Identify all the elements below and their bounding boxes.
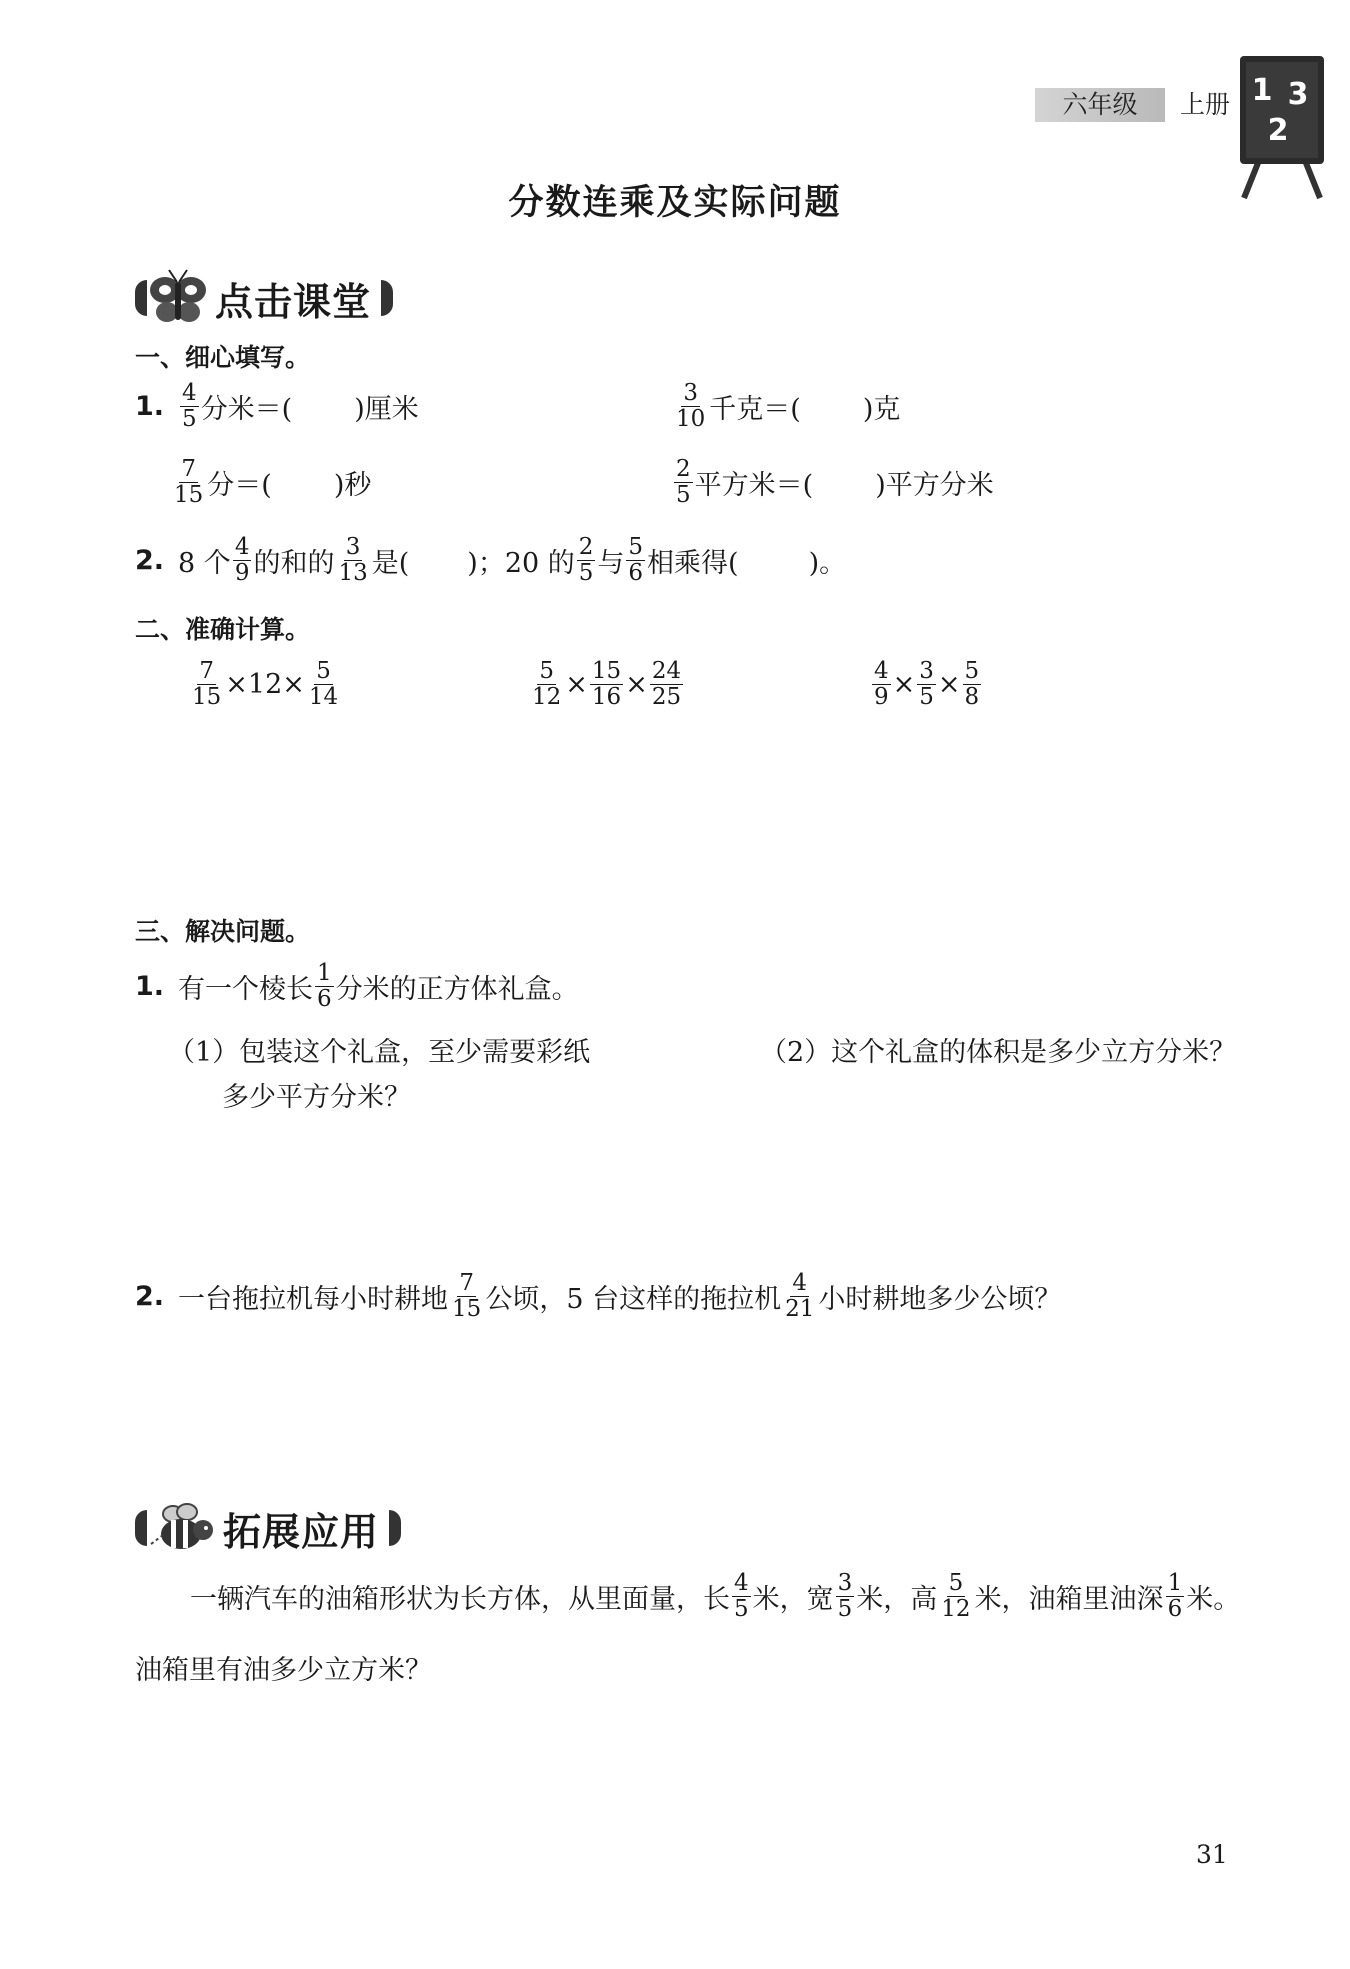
grade-label: 六年级 [1035, 88, 1165, 122]
fraction: $\frac{1}{6}$ [1167, 1570, 1183, 1623]
board-digit-3: 3 [1287, 77, 1309, 112]
expression-1: $\frac{7}{15}$ ×12× $\frac{5}{14}$ [192, 658, 339, 711]
butterfly-icon [147, 268, 209, 328]
board-digit-2: 2 [1267, 113, 1289, 148]
section-fill-heading: 一、细心填写。 [135, 343, 311, 372]
question-number: 1. [135, 391, 165, 423]
fraction: $\frac{5}{8}$ [964, 658, 980, 711]
fraction: $\frac{4}{9}$ [234, 534, 250, 587]
question-1-row-1: 1. $\frac{4}{5}$ 分米＝( )厘米 [135, 380, 419, 433]
bee-icon [147, 1500, 217, 1556]
section-calc-heading: 二、准确计算。 [135, 615, 311, 644]
fraction: $\frac{7}{15}$ [452, 1270, 482, 1323]
fraction: $\frac{3}{5}$ [837, 1570, 853, 1623]
extension-problem-line-2: 油箱里有油多少立方米？ [135, 1655, 432, 1686]
problem-2: 2. 一台拖拉机每小时耕地 $\frac{7}{15}$ 公顷，5 台这样的拖拉机 $\frac{4}{21}$ 小时耕地多少公顷？ [135, 1270, 1062, 1323]
fraction: $\frac{3}{10}$ [676, 380, 706, 433]
fraction: $\frac{24}{25}$ [651, 658, 682, 711]
expression-2: $\frac{5}{12}$ × $\frac{15}{16}$ × $\frac{24}{25}$ [532, 658, 682, 711]
fraction: $\frac{3}{5}$ [919, 658, 934, 711]
fraction: $\frac{7}{15}$ [192, 658, 222, 711]
fraction: $\frac{5}{14}$ [308, 658, 339, 711]
banner-extension [135, 1500, 401, 1556]
problem-1-sub-1-line-2: 多少平方分米？ [222, 1082, 411, 1113]
fraction: $\frac{15}{16}$ [591, 658, 622, 711]
fraction: $\frac{5}{12}$ [941, 1570, 971, 1623]
banner-classroom [135, 268, 393, 328]
fraction: $\frac{3}{13}$ [338, 534, 368, 587]
problem-1: 1. 有一个棱长 $\frac{1}{6}$ 分米的正方体礼盒。 [135, 960, 579, 1013]
fraction: $\frac{5}{6}$ [628, 534, 644, 587]
fraction: $\frac{4}{5}$ [182, 380, 197, 433]
fraction: $\frac{4}{9}$ [874, 658, 889, 711]
fraction: $\frac{4}{21}$ [785, 1270, 815, 1323]
banner-classroom-label: 点击课堂 [215, 279, 372, 324]
page-number: 31 [1196, 1840, 1228, 1869]
fraction: $\frac{2}{5}$ [676, 456, 691, 509]
fraction: $\frac{1}{6}$ [317, 960, 332, 1013]
page-title: 分数连乘及实际问题 [508, 183, 842, 223]
volume-label: 上册 [1180, 90, 1231, 119]
problem-1-sub-2: （2）这个礼盒的体积是多少立方分米？ [760, 1037, 1237, 1068]
question-1-row-2: $\frac{7}{15}$ 分＝( )秒 [174, 456, 372, 509]
question-1-row-1b: $\frac{3}{10}$ 千克＝( )克 [676, 380, 901, 433]
fraction: $\frac{4}{5}$ [734, 1570, 749, 1623]
question-number: 2. [135, 545, 165, 577]
question-2: 2. 8 个 $\frac{4}{9}$ 的和的 $\frac{3}{13}$ 是( )；20 的 $\frac{2}{5}$ 与 $\frac{5}{6}$ 相乘得( )。 [135, 534, 847, 587]
fraction: $\frac{7}{15}$ [174, 456, 204, 509]
question-number: 2. [135, 1281, 165, 1313]
board-digit-1: 1 [1251, 73, 1273, 108]
extension-problem-line-1: 一辆汽车的油箱形状为长方体，从里面量，长 $\frac{4}{5}$ 米，宽 $\frac{3}{5}$ 米，高 $\frac{5}{12}$ 米，油箱里油深 $\frac{1}{6}$ 米。 [190, 1570, 1241, 1623]
problem-1-sub-1-line-1: （1）包装这个礼盒，至少需要彩纸 [168, 1037, 591, 1068]
fraction: $\frac{5}{12}$ [532, 658, 562, 711]
question-1-row-2b: $\frac{2}{5}$ 平方米＝( )平方分米 [676, 456, 994, 509]
section-solve-heading: 三、解决问题。 [135, 917, 311, 946]
fraction: $\frac{2}{5}$ [578, 534, 594, 587]
expression-3: $\frac{4}{9}$ × $\frac{3}{5}$ × $\frac{5}{8}$ [874, 658, 980, 711]
banner-extension-label: 拓展应用 [223, 1509, 380, 1554]
question-number: 1. [135, 971, 165, 1003]
